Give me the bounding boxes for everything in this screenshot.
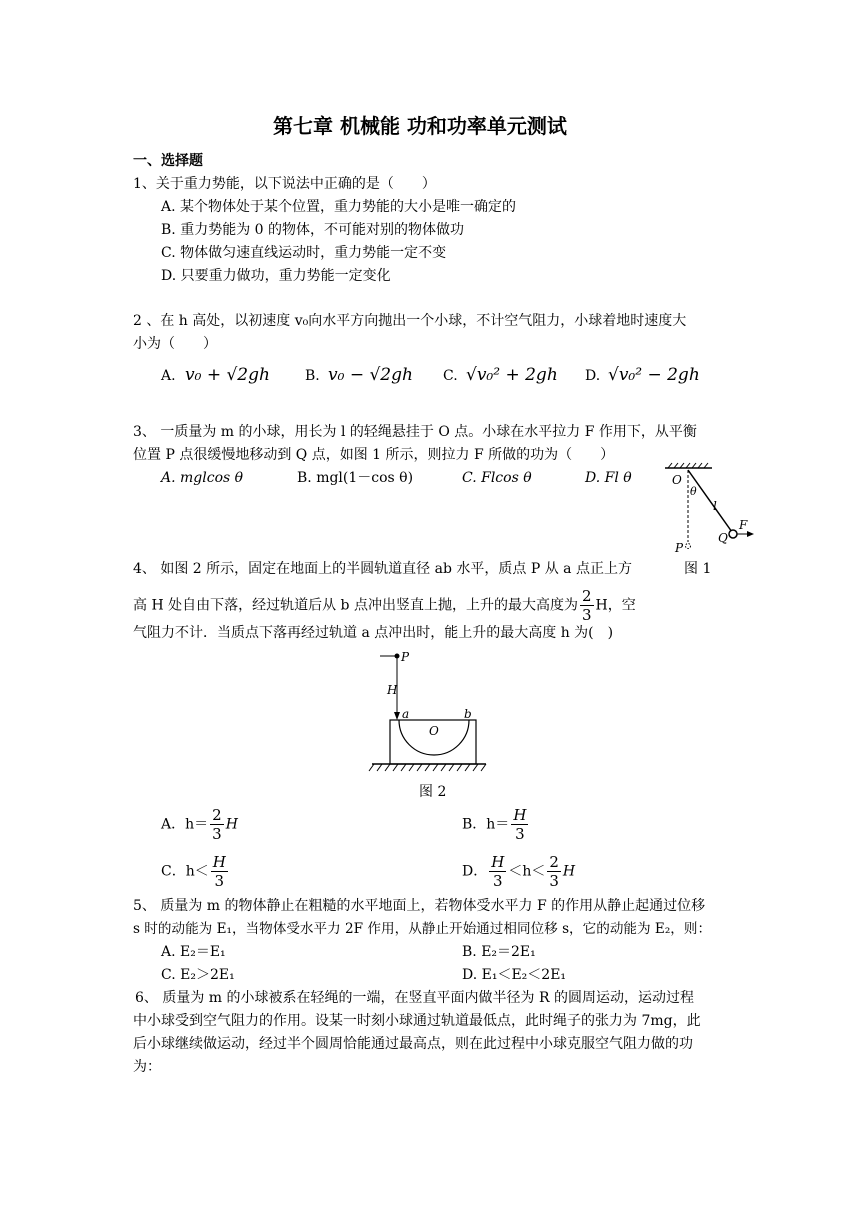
q5-stem-line1: 5、 质量为 m 的物体静止在粗糙的水平地面上，若物体受水平力 F 的作用从静止起通过位移 — [133, 898, 706, 914]
q4-option-d-middle: ＜h＜ — [508, 863, 546, 880]
q3-option-a: A. mglcos θ — [161, 470, 244, 486]
q4-option-b — [462, 806, 530, 843]
q4-option-d-fraction-1 — [489, 853, 506, 890]
q4-fraction-den: 3 — [581, 606, 592, 624]
q6-stem-line3: 后小球继续做运动，经过半个圆周恰能通过最高点，则在此过程中小球克服空气阻力做的功 — [133, 1036, 693, 1052]
q4-stem-line2-text: 高 H 处自由下落，经过轨道后从 b 点冲出竖直上抛，上升的最大高度为 — [133, 597, 578, 614]
q6-stem-line1: 6、 质量为 m 的小球被系在轻绳的一端，在竖直平面内做半径为 R 的圆周运动，运动过程 — [135, 990, 694, 1006]
fig2-label-b: b — [464, 707, 472, 721]
fig1-label-f: F — [739, 518, 748, 532]
q4-option-c-prefix: C．h＜ — [161, 863, 209, 880]
q4-option-d-num2: 2 — [549, 853, 559, 871]
q4-stem-line3: 气阻力不计．当质点下落再经过轨道 a 点冲出时，能上升的最大高度 h 为( ) — [133, 625, 614, 641]
q1-option-c: C. 物体做匀速直线运动时，重力势能一定不变 — [161, 245, 447, 261]
fig2-label-a: a — [402, 707, 410, 721]
q2-option-b-label: B. — [305, 368, 320, 384]
q4-option-d-den2: 3 — [549, 872, 559, 890]
q4-option-b-prefix: B．h＝ — [462, 816, 510, 833]
q4-option-d-num: H — [491, 853, 505, 871]
q2-option-d-formula: √v₀² − 2gh — [608, 365, 700, 385]
q4-option-d-fraction-2 — [547, 853, 561, 890]
q1-option-d: D. 只要重力做功，重力势能一定变化 — [161, 268, 391, 284]
q4-stem-line1: 4、 如图 2 所示，固定在地面上的半圆轨道直径 ab 水平，质点 P 从 a 点正上方 — [133, 561, 632, 577]
q4-option-a-num: 2 — [212, 806, 222, 824]
fig1-label-q: Q — [718, 531, 728, 545]
q3-option-c: C. Flcos θ — [462, 470, 532, 486]
q4-option-b-den: 3 — [515, 825, 525, 843]
q4-option-a-prefix: A．h＝ — [161, 816, 209, 833]
q5-option-b: B. E₂＝2E₁ — [462, 944, 536, 960]
q4-option-d-prefix: D． — [462, 863, 488, 880]
q2-option-a-label: A. — [161, 368, 176, 384]
fig1-label-l: l — [713, 499, 717, 513]
q3-stem-line2: 位置 P 点很缓慢地移动到 Q 点，如图 1 所示，则拉力 F 所做的功为（ ） — [133, 447, 615, 463]
q2-option-d-label: D. — [585, 368, 601, 384]
q4-option-a-den: 3 — [212, 825, 222, 843]
q3-option-d: D. Fl θ — [585, 470, 632, 486]
q4-option-c — [161, 853, 230, 890]
q2-option-a-formula: v₀ + √2gh — [185, 365, 270, 385]
q4-option-b-num: H — [513, 806, 527, 824]
fig2-label-p: P — [401, 650, 410, 664]
q1-option-a: A. 某个物体处于某个位置，重力势能的大小是唯一确定的 — [161, 199, 517, 215]
q4-option-c-fraction — [211, 853, 228, 890]
q5-option-a: A. E₂＝E₁ — [161, 944, 226, 960]
q5-option-c: C. E₂＞2E₁ — [161, 967, 235, 983]
q2-stem-line1: 2 、在 h 高处，以初速度 v₀向水平方向抛出一个小球，不计空气阻力，小球着地时速度大 — [133, 313, 687, 329]
figure-2-caption: 图 2 — [419, 784, 447, 800]
q4-stem-line2-tail: H，空 — [595, 597, 636, 614]
q4-fraction — [580, 587, 594, 624]
q4-option-d-den: 3 — [493, 872, 503, 890]
page-title: 第七章 机械能 功和功率单元测试 — [273, 114, 567, 138]
q4-option-c-num: H — [212, 853, 226, 871]
q1-option-b: B. 重力势能为 0 的物体，不可能对别的物体做功 — [161, 222, 464, 238]
q6-stem-line4: 为： — [133, 1059, 161, 1075]
figure-2-track — [368, 648, 488, 776]
q4-option-a — [161, 806, 238, 843]
q4-fraction-num: 2 — [581, 587, 592, 605]
q4-stem-line2 — [133, 587, 636, 624]
fig1-label-p: P — [675, 541, 684, 555]
fig1-label-theta: θ — [690, 485, 697, 498]
q3-option-b: B. mgl(1－cos θ) — [297, 470, 414, 486]
fig2-label-h: H — [387, 683, 398, 697]
q3-stem-line1: 3、 一质量为 m 的小球，用长为 l 的轻绳悬挂于 O 点。小球在水平拉力 F 作用下，从平衡 — [133, 424, 697, 440]
q4-option-d-suffix: H — [562, 863, 576, 880]
fig1-label-o: O — [672, 473, 682, 487]
q2-stem-line2: 小为（ ） — [133, 336, 217, 352]
q5-option-d: D. E₁＜E₂＜2E₁ — [462, 967, 567, 983]
q5-stem-line2: s 时的动能为 E₁，当物体受水平力 2F 作用，从静止开始通过相同位移 s，它的动能为 E₂，则： — [133, 921, 712, 937]
q4-option-c-den: 3 — [214, 872, 225, 890]
q4-option-d — [462, 853, 575, 890]
q4-option-a-suffix: H — [225, 816, 238, 833]
section-heading: 一、选择题 — [133, 153, 203, 169]
q4-option-a-fraction — [210, 806, 224, 843]
q4-option-b-fraction — [511, 806, 528, 843]
figure-1-caption: 图 1 — [684, 561, 712, 577]
figure-1-pendulum — [660, 462, 760, 562]
q1-stem: 1、关于重力势能，以下说法中正确的是（ ） — [133, 176, 436, 192]
q6-stem-line2: 中小球受到空气阻力的作用。设某一时刻小球通过轨道最低点，此时绳子的张力为 7mg，此 — [133, 1013, 701, 1029]
q2-option-b-formula: v₀ − √2gh — [328, 365, 413, 385]
fig2-label-o: O — [429, 724, 439, 738]
q2-option-c-label: C. — [443, 368, 458, 384]
q2-option-c-formula: √v₀² + 2gh — [466, 365, 558, 385]
